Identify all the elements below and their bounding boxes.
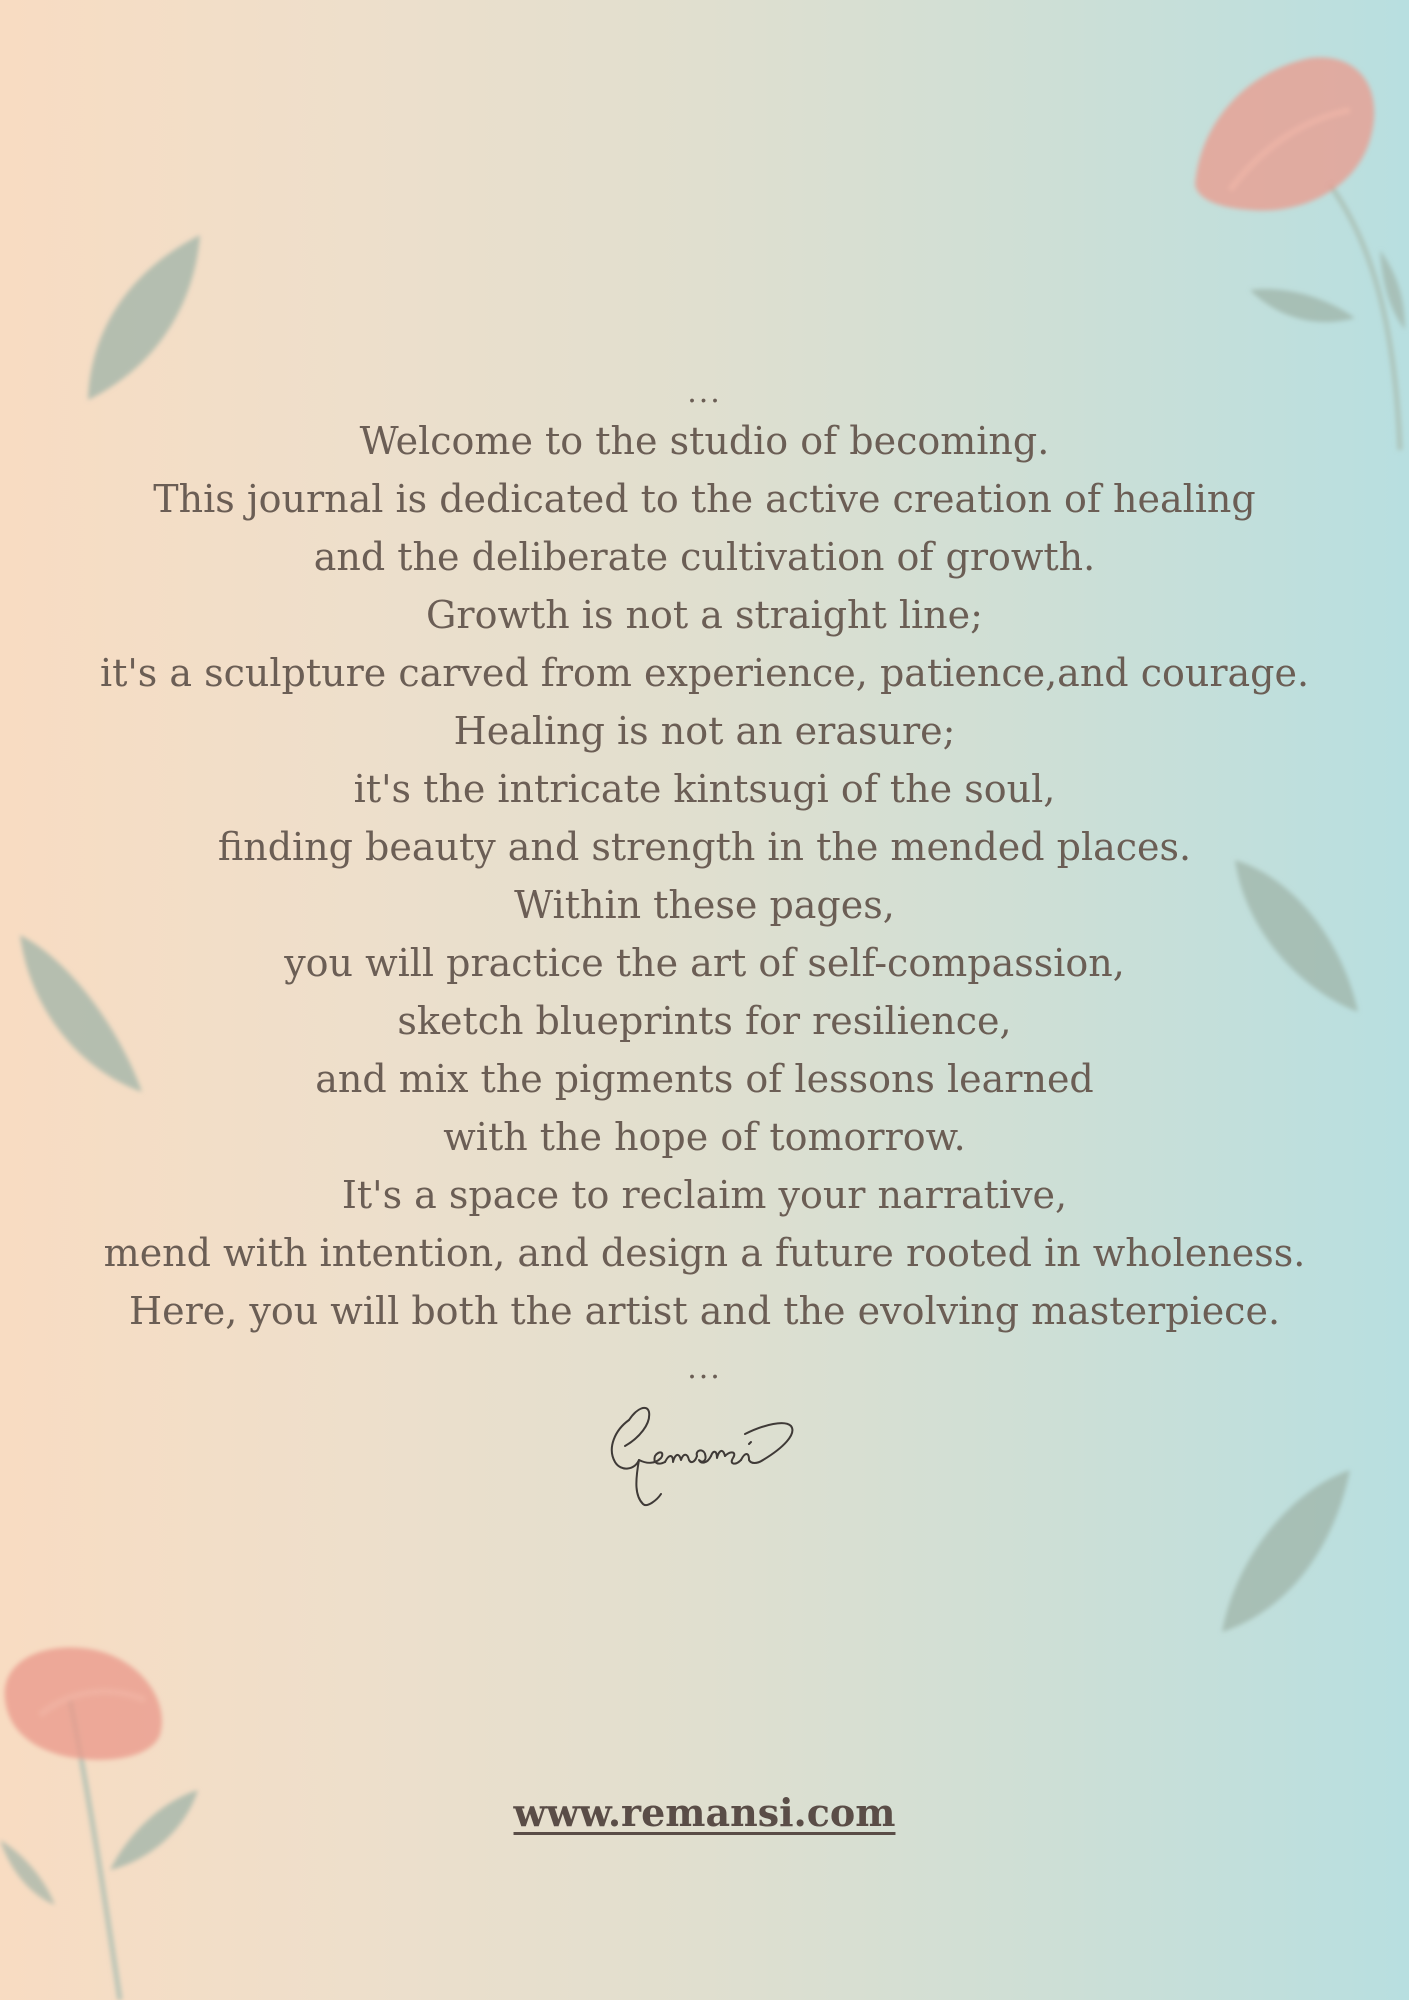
intro-line: and mix the pigments of lessons learned (315, 1057, 1094, 1101)
intro-text-block (0, 375, 1409, 1510)
intro-line: finding beauty and strength in the mended places. (217, 825, 1192, 869)
intro-line: This journal is dedicated to the active creation of healing (153, 477, 1256, 521)
intro-line: Here, you will both the artist and the evolving masterpiece. (128, 1289, 1281, 1333)
intro-line: and the deliberate cultivation of growth. (313, 535, 1096, 579)
intro-line: It's a space to reclaim your narrative, (341, 1173, 1068, 1217)
intro-line: it's the intricate kintsugi of the soul, (353, 767, 1056, 811)
intro-line: sketch blueprints for resilience, (397, 999, 1012, 1043)
intro-line: Growth is not a straight line; (426, 593, 983, 637)
intro-line: Within these pages, (514, 883, 895, 927)
ellipsis-bottom: ... (687, 1351, 722, 1386)
website-link[interactable]: www.remansi.com (513, 1790, 896, 1835)
intro-line: with the hope of tomorrow. (443, 1115, 966, 1159)
intro-lines (0, 412, 1409, 1340)
intro-line: you will practice the art of self-compassion, (284, 941, 1125, 985)
intro-line: Healing is not an erasure; (453, 709, 956, 753)
intro-line: it's a sculpture carved from experience, patience,and courage. (99, 651, 1310, 695)
leaf-top-left (88, 235, 200, 400)
intro-line: Welcome to the studio of becoming. (359, 419, 1050, 463)
intro-line: mend with intention, and design a future rooted in wholeness. (103, 1231, 1306, 1275)
ellipsis-top: ... (687, 375, 722, 410)
signature (595, 1390, 815, 1510)
